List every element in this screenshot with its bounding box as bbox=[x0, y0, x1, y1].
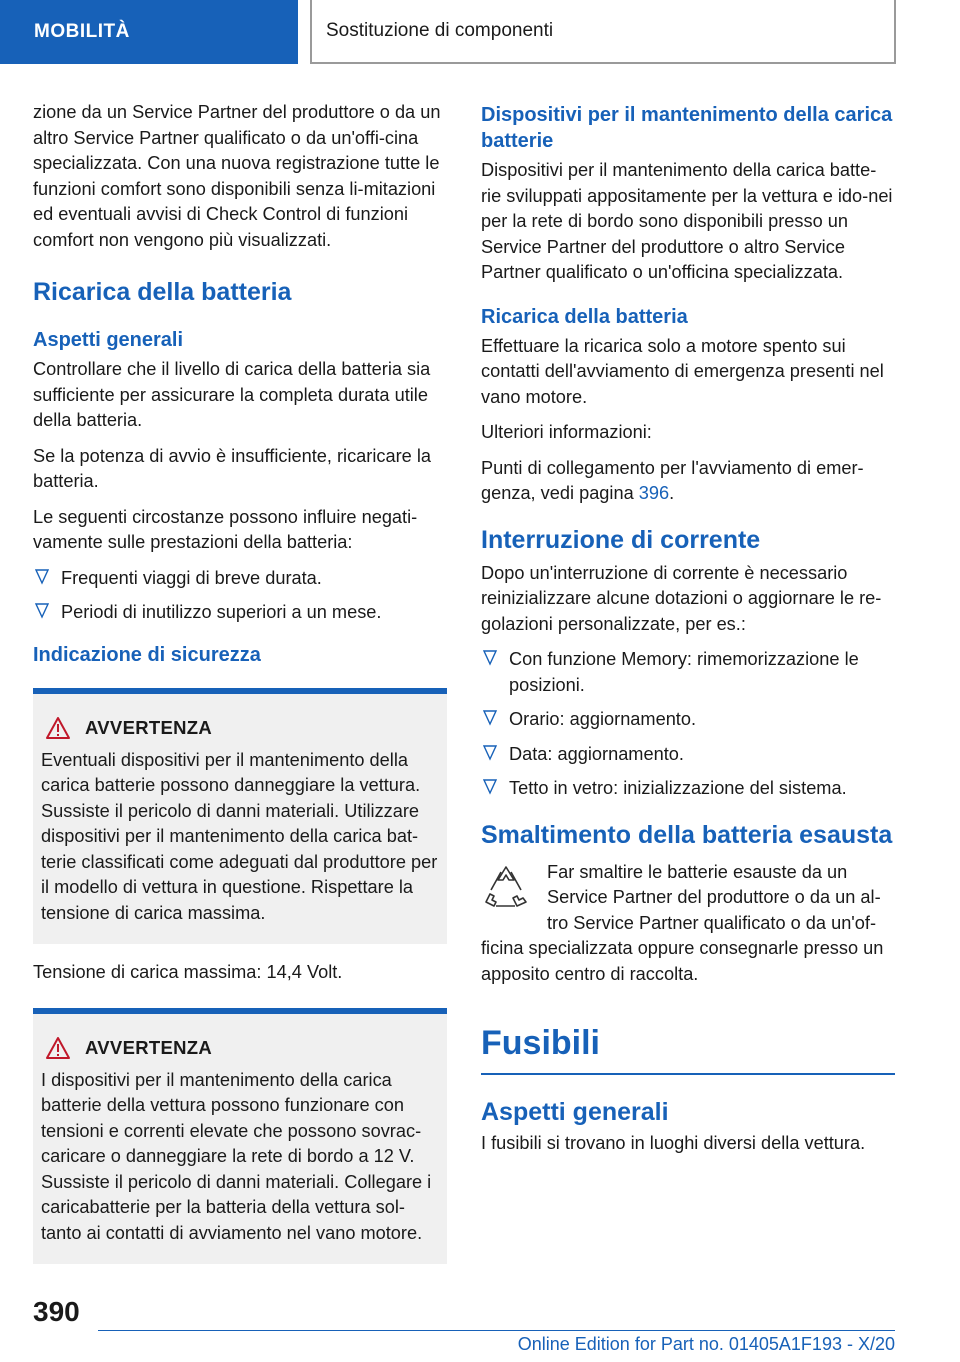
bullet-triangle-icon bbox=[35, 569, 49, 585]
warning-box bbox=[33, 688, 447, 945]
warning-box bbox=[33, 1008, 447, 1265]
heading-ricarica: Ricarica della batteria bbox=[33, 278, 292, 306]
left-column bbox=[33, 100, 447, 1280]
list-item: Frequenti viaggi di breve durata. bbox=[33, 566, 447, 592]
page-number: 390 bbox=[33, 1296, 80, 1327]
heading-fusibili: Fusibili bbox=[481, 1024, 600, 1062]
paragraph: ficina specializzata oppure consegnarle presso un apposito centro di raccolta. bbox=[481, 938, 884, 984]
right-column bbox=[481, 100, 895, 1167]
bullet-list bbox=[33, 566, 447, 626]
section-title: Sostituzione di componenti bbox=[310, 0, 896, 64]
heading-aspetti-generali: Aspetti generali bbox=[481, 1098, 669, 1126]
list-item: Data: aggiornamento. bbox=[481, 742, 895, 768]
warning-text: I dispositivi per il mantenimento della carica batterie della vettura possono funzionare con tensioni e correnti elevate che possono sovrac-caricare o danneggiare la rete di bordo a 12 V. Sussiste il pericolo di danni materiali. Collegare i caricabatterie per la batteria della vettura sol-tanto ai contatti di avviamento nel vano motore. bbox=[41, 1069, 432, 1243]
bullet-triangle-icon bbox=[483, 779, 497, 795]
intro-paragraph: zione da un Service Partner del produttore o da un altro Service Partner qualificato o da un'offi-cina specializzata. Con una nuova registrazione tutte le funzioni comfort sono disponibili senza li-mitazioni ed eventuali avvisi di Check Control di funzioni comfort non vengono più visualizzati. bbox=[33, 102, 441, 250]
paragraph: Far smaltire le batterie esauste da un Service Partner del produttore o da un al-tro Service Partner qualificato o da un'of- bbox=[547, 861, 881, 933]
list-item: Orario: aggiornamento. bbox=[481, 707, 895, 733]
list-item: Periodi di inutilizzo superiori a un mese. bbox=[33, 600, 447, 626]
recycle-icon bbox=[481, 862, 531, 912]
divider bbox=[481, 1073, 895, 1075]
warning-title: AVVERTENZA bbox=[41, 1036, 439, 1060]
heading-aspetti-generali: Aspetti generali bbox=[33, 329, 184, 351]
heading-ricarica: Ricarica della batteria bbox=[481, 305, 688, 328]
chapter-tab: MOBILITÀ bbox=[0, 0, 298, 64]
paragraph: Dispositivi per il mantenimento della carica batte-rie sviluppati appositamente per la vettura e ido-nei per la rete di bordo sono disponibili presso un Service Partner del produttore o altro Service Partner qualificato o un'officina specializzata. bbox=[481, 160, 893, 282]
bullet-triangle-icon bbox=[35, 603, 49, 619]
warning-title: AVVERTENZA bbox=[41, 716, 439, 740]
paragraph: Tensione di carica massima: 14,4 Volt. bbox=[33, 962, 343, 982]
warning-triangle-icon bbox=[45, 1036, 71, 1060]
paragraph: Le seguenti circostanze possono influire negati-vamente sulle prestazioni della batteria: bbox=[33, 506, 418, 552]
list-item: Tetto in vetro: inizializzazione del sistema. bbox=[481, 776, 895, 802]
heading-sicurezza: Indicazione di sicurezza bbox=[33, 643, 261, 666]
page-link[interactable]: 396 bbox=[638, 483, 670, 503]
paragraph: Effettuare la ricarica solo a motore spento sui contatti dell'avviamento di emergenza presenti nel vano motore. bbox=[481, 335, 884, 407]
heading-dispositivi: Dispositivi per il mantenimento della carica batterie bbox=[481, 104, 893, 152]
paragraph: Se la potenza di avvio è insufficiente, ricaricare la batteria. bbox=[33, 445, 431, 491]
recycle-block bbox=[481, 860, 895, 988]
list-item: Con funzione Memory: rimemorizzazione le posizioni. bbox=[481, 647, 895, 698]
bullet-list bbox=[481, 647, 895, 802]
footer-divider bbox=[98, 1330, 895, 1331]
paragraph: Dopo un'interruzione di corrente è necessario reinizializzare alcune dotazioni o aggiornare le re-golazioni personalizzate, per es.: bbox=[481, 562, 882, 634]
paragraph: Controllare che il livello di carica della batteria sia sufficiente per assicurare la completa durata utile della batteria. bbox=[33, 359, 431, 430]
heading-interruzione: Interruzione di corrente bbox=[481, 525, 761, 554]
bullet-triangle-icon bbox=[483, 650, 497, 666]
warning-text: Eventuali dispositivi per il mantenimento della carica batterie possono danneggiare la vettura. Sussiste il pericolo di danni materiali. Utilizzare dispositivi per il mantenimento della carica bat-terie classificati come adeguati dal produttore per il modello di vettura in questione. Rispettare la tensione di carica massima. bbox=[41, 749, 438, 923]
paragraph: Ulteriori informazioni: bbox=[481, 422, 652, 442]
paragraph: I fusibili si trovano in luoghi diversi della vettura. bbox=[481, 1133, 866, 1153]
edition-footer: Online Edition for Part no. 01405A1F193 - X/20 bbox=[517, 1334, 895, 1354]
warning-triangle-icon bbox=[45, 716, 71, 740]
heading-smaltimento: Smaltimento della batteria esausta bbox=[481, 820, 893, 849]
bullet-triangle-icon bbox=[483, 710, 497, 726]
bullet-triangle-icon bbox=[483, 745, 497, 761]
paragraph: Punti di collegamento per l'avviamento di emer-genza, vedi pagina 396. bbox=[481, 457, 864, 503]
